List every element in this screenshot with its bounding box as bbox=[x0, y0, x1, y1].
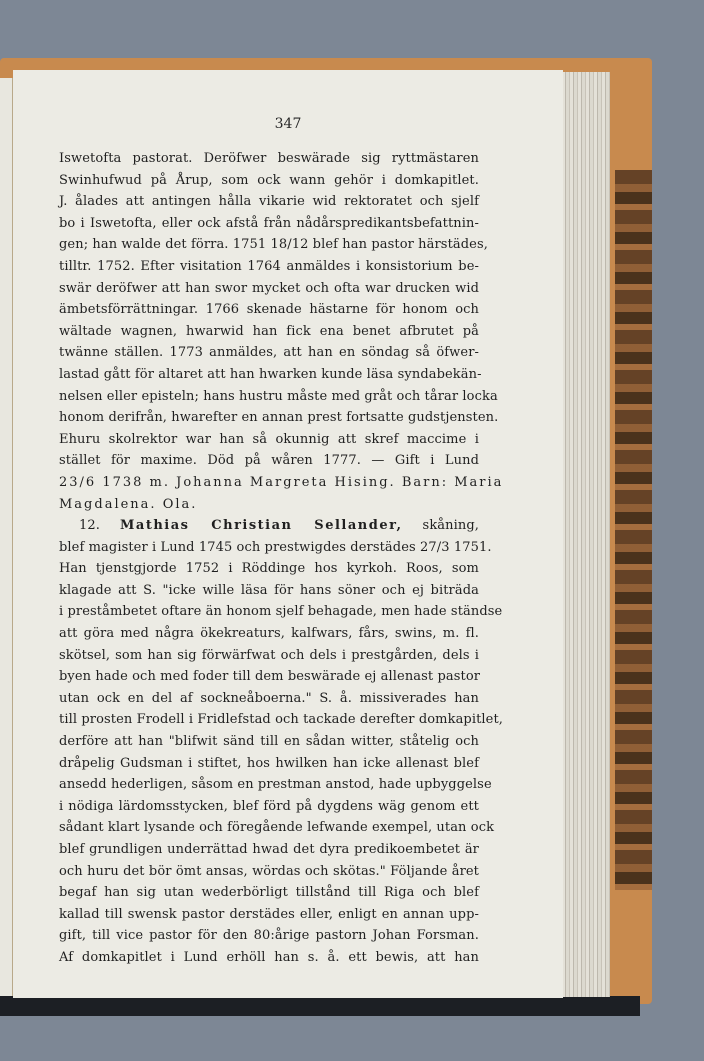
text-line: nelsen eller episteln; hans hustru måste med gråt och tårar locka bbox=[59, 388, 498, 404]
text-line: honom derifrån, hwarefter en annan prest fortsatte gudstjensten. bbox=[59, 410, 499, 426]
text-line: 23/6 1738 m. Johanna Margreta Hising. Barn: Maria bbox=[59, 474, 504, 490]
text-line: gift, till vice pastor för den 80:årige pastorn Johan Forsman. bbox=[59, 928, 479, 944]
text-line: Ehuru skolrektor war han så okunnig att skref maccime i bbox=[59, 431, 479, 447]
text-line: Iswetofta pastorat. Deröfwer beswärade sig ryttmästaren bbox=[59, 151, 479, 166]
text-line: Swinhufwud på Årup, som ock wann gehör i domkapitlet. bbox=[59, 172, 479, 188]
text-line: att göra med några ökekreaturs, kalfwars, fårs, swins, m. fl. bbox=[59, 626, 479, 642]
text-line: lastad gått för altaret att han hwarken kunde läsa syndabekän- bbox=[59, 366, 482, 382]
text-line: stället för maxime. Död på wåren 1777. — Gift i Lund bbox=[59, 453, 479, 469]
text-line: wältade wagnen, hwarwid han fick ena benet afbrutet på bbox=[59, 323, 479, 339]
text-line: sådant klart lysande och föregående lefwande exempel, utan ock bbox=[59, 820, 495, 836]
page-edges-stack bbox=[558, 72, 610, 997]
text-line: bo i Iswetofta, eller ock afstå från nådårspredikantsbefattnin- bbox=[59, 215, 479, 231]
text-line: Han tjenstgjorde 1752 i Röddinge hos kyrkoh. Roos, som bbox=[59, 561, 479, 577]
text-line: utan ock en del af sockneåboerna." S. å. missiverades han bbox=[59, 690, 479, 706]
text-line: blef grundligen underrättad hwad det dyra predikoembetet är bbox=[59, 842, 479, 857]
book-shadow bbox=[0, 996, 640, 1016]
text-line: ämbetsförrättningar. 1766 skenade hästarne för honom och bbox=[59, 302, 479, 318]
text-line: i nödiga lärdomsstycken, blef förd på dygdens wäg genom ett bbox=[59, 798, 479, 814]
entry-name: Mathias Christian Sellander, bbox=[120, 518, 403, 534]
left-page-edge bbox=[0, 78, 13, 996]
text-line: kallad till swensk pastor derstädes eller, enligt en annan upp- bbox=[59, 906, 479, 922]
text-line: begaf han sig utan wederbörligt tillstånd till Riga och blef bbox=[59, 885, 479, 901]
text-line: gen; han walde det förra. 1751 18/12 blef han pastor härstädes, bbox=[59, 237, 488, 253]
entry-heading-rest: skåning, bbox=[422, 518, 480, 534]
text-line: ansedd hederligen, såsom en prestman anstod, hade upbyggelse bbox=[59, 777, 492, 793]
text-line: blef magister i Lund 1745 och prestwigdes derstädes 27/3 1751. bbox=[59, 539, 492, 555]
text-line: byen hade och med foder till dem beswärade ej allenast pastor bbox=[59, 669, 481, 685]
text-line: J. ålades att antingen hålla vikarie wid rektoratet och sjelf bbox=[59, 194, 479, 210]
entry-heading bbox=[59, 515, 479, 537]
text-line: swär deröfwer att han swor mycket och ofta war drucken wid bbox=[59, 280, 479, 296]
entry-number: 12. bbox=[79, 518, 100, 534]
text-line: i preståmbetet oftare än honom sjelf behagade, men hade ständse bbox=[59, 604, 503, 620]
cover-marbled-spine bbox=[615, 170, 652, 890]
page-number: 347 bbox=[274, 116, 302, 132]
text-line: derföre att han "blifwit sänd till en sådan witter, ståtelig och bbox=[59, 734, 479, 750]
text-line: skötsel, som han sig förwärfwat och dels i prestgården, dels i bbox=[59, 647, 479, 663]
text-line: tilltr. 1752. Efter visitation 1764 anmäldes i konsistorium be- bbox=[59, 258, 479, 274]
book-page bbox=[13, 70, 563, 998]
text-line: Magdalena. Ola. bbox=[59, 496, 198, 512]
text-line: twänne ställen. 1773 anmäldes, att han en söndag så öfwer- bbox=[59, 345, 479, 361]
text-line: klagade att S. "icke wille läsa för hans söner och ej biträda bbox=[59, 582, 479, 598]
text-line: och huru det bör ömt ansas, wördas och skötas." Följande året bbox=[59, 863, 479, 879]
text-line: Af domkapitlet i Lund erhöll han s. å. ett bewis, att han bbox=[59, 949, 479, 965]
page-body-text bbox=[59, 148, 504, 969]
text-line: till prosten Frodell i Fridlefstad och tackade derefter domkapitlet, bbox=[59, 712, 504, 728]
text-line: dråpelig Gudsman i stiftet, hos hwilken han icke allenast blef bbox=[59, 755, 479, 771]
